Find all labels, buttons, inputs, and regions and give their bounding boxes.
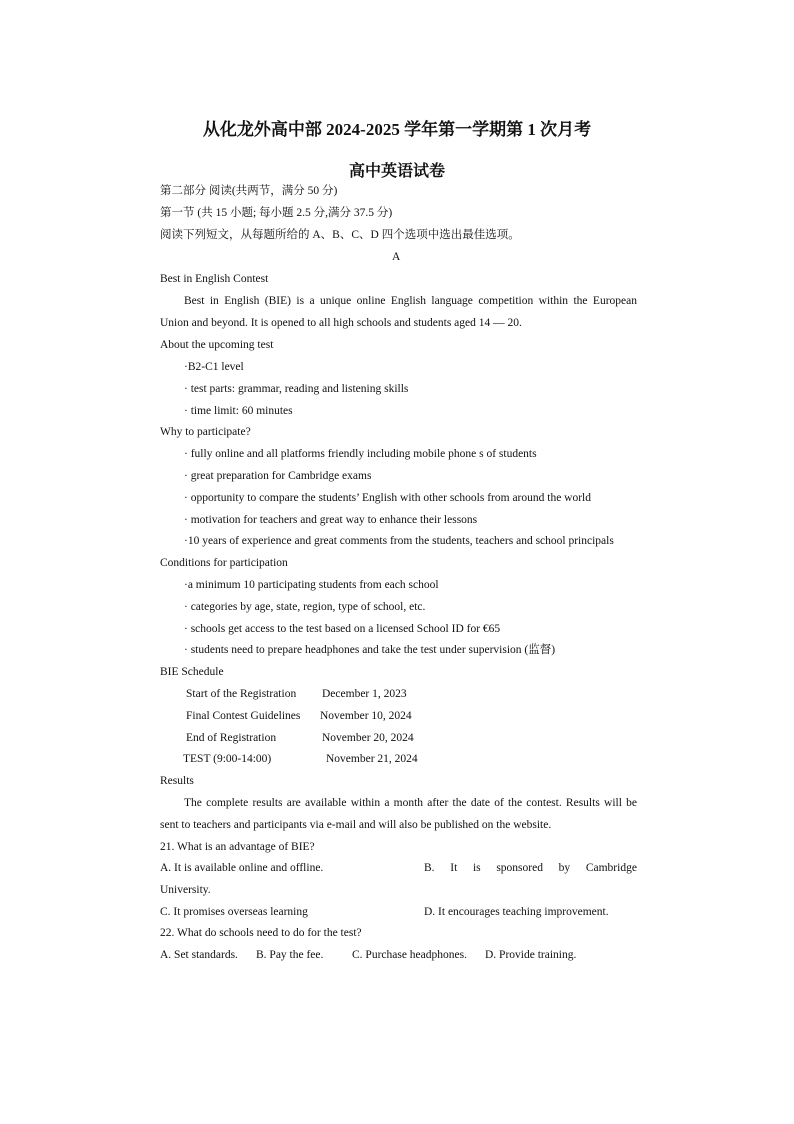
passage-letter: A xyxy=(392,251,401,263)
results-line-1: The complete results are available within a month after the date of the contest. Results will be xyxy=(184,797,637,809)
passage-title: Best in English Contest xyxy=(160,273,269,285)
list-item: ·10 years of experience and great comments from the students, teachers and school principals xyxy=(184,535,614,547)
paper-title: 高中英语试卷 xyxy=(348,163,445,180)
option-word: by xyxy=(558,862,571,874)
schedule-date: December 1, 2023 xyxy=(322,688,407,700)
about-heading: About the upcoming test xyxy=(160,339,274,351)
schedule-date: November 20, 2024 xyxy=(322,732,414,744)
schedule-date: November 10, 2024 xyxy=(320,710,412,722)
part-instruction: 第二部分 阅读(共两节，满分 50 分) xyxy=(160,185,338,197)
results-heading: Results xyxy=(160,775,194,787)
option-word: is xyxy=(472,862,481,874)
list-item: · great preparation for Cambridge exams xyxy=(184,470,372,482)
question-22-stem: 22. What do schools need to do for the test? xyxy=(160,927,362,939)
exam-title: 从化龙外高中部 2024-2025 学年第一学期第 1 次月考 xyxy=(202,120,592,139)
intro-line-1: Best in English (BIE) is a unique online English language competition within the European xyxy=(184,295,637,307)
list-item: ·a minimum 10 participating students from each school xyxy=(184,579,439,591)
schedule-heading: BIE Schedule xyxy=(160,666,224,678)
list-item: ·B2-C1 level xyxy=(184,361,244,373)
schedule-event: End of Registration xyxy=(186,732,277,744)
schedule-event: Final Contest Guidelines xyxy=(186,710,301,722)
conditions-heading: Conditions for participation xyxy=(160,557,288,569)
q21-option-b xyxy=(424,861,637,875)
intro-line-2: Union and beyond. It is opened to all high schools and students aged 14 — 20. xyxy=(160,317,522,329)
option-word: sponsored xyxy=(496,862,543,874)
q21-option-b-continued: University. xyxy=(160,884,211,896)
schedule-date: November 21, 2024 xyxy=(326,753,418,765)
schedule-event: Start of the Registration xyxy=(186,688,297,700)
schedule-event: TEST (9:00-14:00) xyxy=(183,753,272,765)
list-item: · schools get access to the test based on a licensed School ID for €65 xyxy=(184,623,501,635)
q22-option-c: C. Purchase headphones. xyxy=(352,949,467,961)
option-word: B. xyxy=(424,862,435,874)
question-21-stem: 21. What is an advantage of BIE? xyxy=(160,841,315,853)
q22-option-a: A. Set standards. xyxy=(160,949,238,961)
q21-option-a: A. It is available online and offline. xyxy=(160,862,324,874)
option-word: It xyxy=(450,862,458,874)
list-item: · test parts: grammar, reading and listening skills xyxy=(184,383,409,395)
list-item: · fully online and all platforms friendly including mobile phone s of students xyxy=(184,448,537,460)
list-item: · students need to prepare headphones and take the test under supervision (监督) xyxy=(184,644,556,656)
section-instruction: 第一节 (共 15 小题; 每小题 2.5 分,满分 37.5 分) xyxy=(160,207,393,219)
list-item: · categories by age, state, region, type of school, etc. xyxy=(184,601,426,613)
results-line-2: sent to teachers and participants via e-mail and will also be published on the website. xyxy=(160,819,552,831)
option-word: Cambridge xyxy=(585,862,637,874)
q21-option-d: D. It encourages teaching improvement. xyxy=(424,906,609,918)
list-item: · motivation for teachers and great way to enhance their lessons xyxy=(184,514,478,526)
q21-option-c: C. It promises overseas learning xyxy=(160,906,308,918)
list-item: · opportunity to compare the students’ English with other schools from around the world xyxy=(184,492,592,504)
directions: 阅读下列短文，从每题所给的 A、B、C、D 四个选项中选出最佳选项。 xyxy=(160,229,520,241)
q22-option-d: D. Provide training. xyxy=(485,949,577,961)
list-item: · time limit: 60 minutes xyxy=(184,405,293,417)
q22-option-b: B. Pay the fee. xyxy=(256,949,324,961)
why-heading: Why to participate? xyxy=(160,426,251,438)
